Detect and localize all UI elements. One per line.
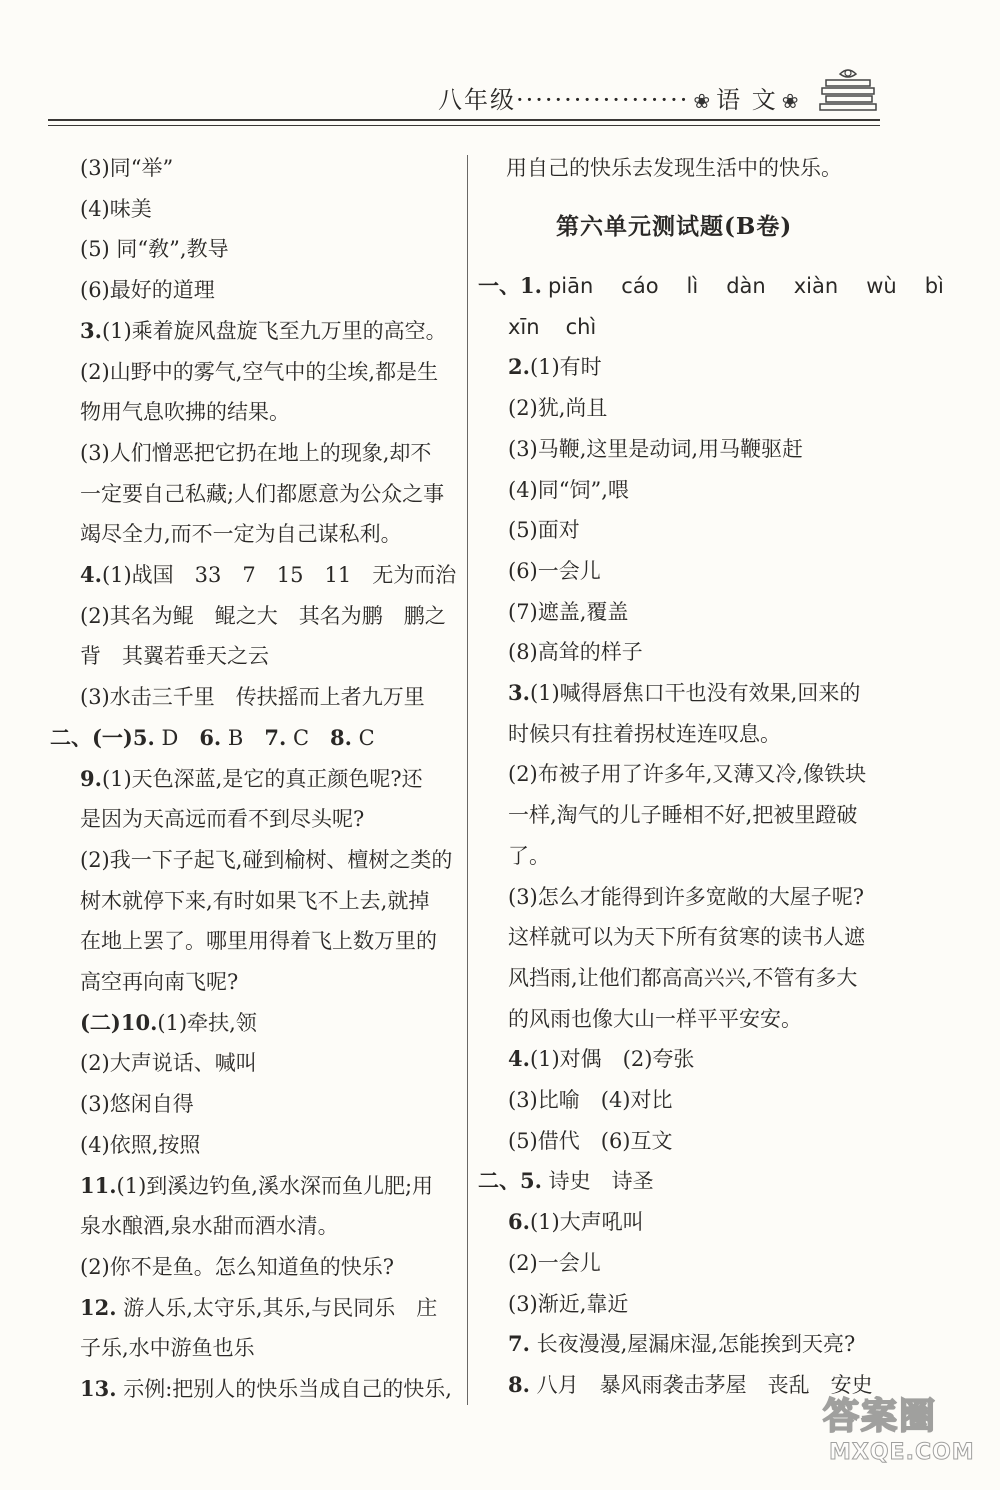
watermark-text: 答案圈 (823, 1396, 938, 1437)
answer-line: (2)我一下子起飞,碰到榆树、檀树之类的 (80, 847, 453, 872)
question-number: 二、5. (478, 1168, 542, 1194)
answer-line: (2)大声说话、喊叫 (80, 1051, 257, 1076)
grade-label: 八年级 (438, 86, 516, 114)
pinyin-syllable: dàn (726, 274, 766, 298)
pinyin-line (478, 268, 944, 304)
answer-line: 风挡雨,让他们都高高兴兴,不管有多大 (508, 965, 858, 990)
subject-label: 语 文 (716, 86, 778, 114)
answer-line (508, 675, 860, 711)
answer-text: (1)大声吼叫 (529, 1210, 644, 1235)
continuation-line: 用自己的快乐去发现生活中的快乐。 (506, 156, 842, 180)
answer-line (80, 313, 447, 349)
pinyin-syllable: bì (924, 274, 944, 298)
pinyin-syllable: lì (686, 274, 699, 298)
question-number: 6. (508, 1209, 530, 1235)
answer-text: (1)乘着旋风盘旋飞至九万里的高空。 (101, 318, 447, 343)
pinyin-syllable: xīn (508, 314, 540, 339)
question-number: 4. (80, 562, 102, 587)
flower-icon: ❀ (693, 89, 713, 113)
answer-line: 这样就可以为天下所有贫寒的读书人遮 (508, 925, 865, 950)
answer-line (80, 1290, 437, 1326)
answer-line: (6)最好的道理 (80, 278, 215, 303)
answer-line: (7)遮盖,覆盖 (508, 599, 629, 624)
header-rule (48, 119, 880, 126)
question-number: 8. (330, 724, 352, 750)
answer-text: (1)对偶 (2)夸张 (529, 1047, 695, 1072)
answer-line: (2)山野中的雾气,空气中的尘埃,都是生 (80, 359, 439, 384)
question-number: 7. (508, 1331, 530, 1357)
answer-line: (2)其名为鲲 鲲之大 其名为鹏 鹏之 (80, 603, 446, 628)
answer-line (80, 761, 423, 797)
answer-text: B (221, 725, 265, 750)
watermark-url: MXQE.COM (829, 1440, 975, 1465)
pinyin-syllable: piān (547, 274, 594, 298)
section-title: 第六单元测试题(B卷) (556, 213, 793, 240)
flower-icon: ❀ (781, 89, 801, 113)
answer-line (508, 1326, 855, 1362)
answer-line: (2)你不是鱼。怎么知道鱼的快乐? (80, 1254, 395, 1279)
answer-line (80, 1005, 257, 1041)
answer-line: (4)同“饲”,喂 (508, 477, 629, 502)
answer-text: (1)战国 33 7 15 11 无为而治 (101, 563, 457, 587)
answer-line: 物用气息吹拂的结果。 (80, 400, 290, 425)
answer-line: (3)渐近,靠近 (508, 1291, 629, 1316)
answer-text: (1)到溪边钓鱼,溪水深而鱼儿肥;用 (116, 1173, 434, 1198)
pinyin-syllable: xiàn (793, 274, 839, 298)
question-number: 2. (508, 354, 530, 380)
answer-line: 泉水酿酒,泉水甜而酒水清。 (80, 1214, 339, 1239)
answer-line: (2)犹,尚且 (508, 396, 608, 421)
answer-line (80, 1371, 452, 1407)
answer-line (80, 557, 456, 593)
answer-line: (5)借代 (6)互文 (508, 1128, 673, 1153)
answer-line: (3)人们憎恶把它扔在地上的现象,却不 (80, 440, 432, 465)
page-header (420, 74, 890, 124)
answer-text: C (286, 725, 331, 750)
answer-line (50, 720, 375, 756)
question-number: 一、1. (478, 273, 542, 298)
answer-line: 的风雨也像大山一样平平安安。 (508, 1006, 802, 1031)
question-number: 4. (508, 1046, 530, 1072)
answer-line: (3)怎么才能得到许多宽敞的大屋子呢? (508, 884, 865, 909)
answer-text: (1)喊得唇焦口干也没有效果,回来的 (529, 681, 861, 705)
books-icon (818, 68, 878, 116)
answer-line: (3)比喻 (4)对比 (508, 1088, 673, 1112)
pinyin-syllable: chì (565, 314, 597, 339)
answer-line: 了。 (508, 843, 550, 868)
answer-line (508, 349, 602, 385)
question-number: 12. (80, 1294, 117, 1320)
answer-line: 背 其翼若垂天之云 (80, 644, 269, 669)
answer-line: (4)味美 (80, 196, 152, 221)
header-text (438, 80, 805, 115)
answer-line: 树木就停下来,有时如果飞不上去,就掉 (80, 888, 430, 913)
answer-line (80, 1168, 433, 1204)
question-number: 6. (199, 724, 222, 750)
answer-text: 示例:把别人的快乐当成自己的快乐, (116, 1377, 452, 1401)
question-number: 3. (508, 680, 530, 705)
question-number: 11. (80, 1172, 117, 1198)
pinyin-syllable: wù (866, 274, 897, 298)
header-dots: ·················· (516, 86, 690, 114)
answer-text: D (154, 725, 200, 750)
answer-line (478, 1163, 654, 1199)
answer-line: (3)水击三千里 传扶摇而上者九万里 (80, 685, 425, 710)
answer-line: (6)一会儿 (508, 558, 601, 583)
answer-line: 子乐,水中游鱼也乐 (80, 1336, 255, 1361)
answer-text: (1)有时 (529, 355, 602, 380)
question-number: 13. (80, 1376, 117, 1401)
question-number: 9. (80, 765, 102, 791)
pinyin-syllable: cáo (621, 274, 659, 298)
question-number: 二、(一)5. (50, 724, 155, 750)
question-number: 3. (80, 317, 102, 343)
answer-text: 游人乐,太守乐,其乐,与民同乐 庄 (116, 1295, 438, 1320)
answer-text: C (351, 725, 375, 750)
answer-line: (8)高耸的样子 (508, 640, 643, 665)
answer-line: (3)悠闲自得 (80, 1092, 194, 1117)
answer-line: 高空再向南飞呢? (80, 970, 239, 994)
question-number: 7. (264, 724, 287, 750)
question-number: 8. (508, 1371, 530, 1397)
column-divider (467, 155, 468, 1405)
answer-text: 长夜漫漫,屋漏床湿,怎能挨到天亮? (529, 1332, 856, 1357)
answer-line: 一样,淘气的儿子睡相不好,把被里蹬破 (508, 803, 858, 828)
answer-text: 八月 暴风雨袭击茅屋 丧乱 安史 (529, 1372, 873, 1397)
answer-line (508, 1204, 644, 1240)
answer-line (508, 1041, 694, 1077)
answer-line: (5)面对 (508, 518, 580, 543)
answer-line: 时候只有拄着拐杖连连叹息。 (508, 721, 781, 746)
answer-line: (4)依照,按照 (80, 1132, 201, 1157)
answer-line: (2)布被子用了许多年,又薄又冷,像铁块 (508, 762, 867, 787)
answer-line: (3)同“举” (80, 156, 174, 180)
watermark-logo (805, 1378, 990, 1478)
question-number: (二)10. (80, 1009, 158, 1035)
answer-line: 一定要自己私藏;人们都愿意为公众之事 (80, 481, 445, 506)
answer-line: (2)一会儿 (508, 1250, 601, 1275)
answer-line: 竭尽全力,而不一定为自己谋私利。 (80, 522, 402, 547)
pinyin-line (508, 309, 596, 345)
answer-text: 诗史 诗圣 (541, 1169, 654, 1194)
answer-text: (1)牵扶,领 (157, 1010, 257, 1035)
answer-line: (3)马鞭,这里是动词,用马鞭驱赶 (508, 436, 804, 461)
answer-text: (1)天色深蓝,是它的真正颜色呢?还 (101, 766, 423, 791)
answer-line: (5) 同“敎”,教导 (80, 237, 229, 262)
answer-line: 在地上罢了。哪里用得着飞上数万里的 (80, 929, 437, 954)
answer-line: 是因为天高远而看不到尽头呢? (80, 807, 365, 832)
